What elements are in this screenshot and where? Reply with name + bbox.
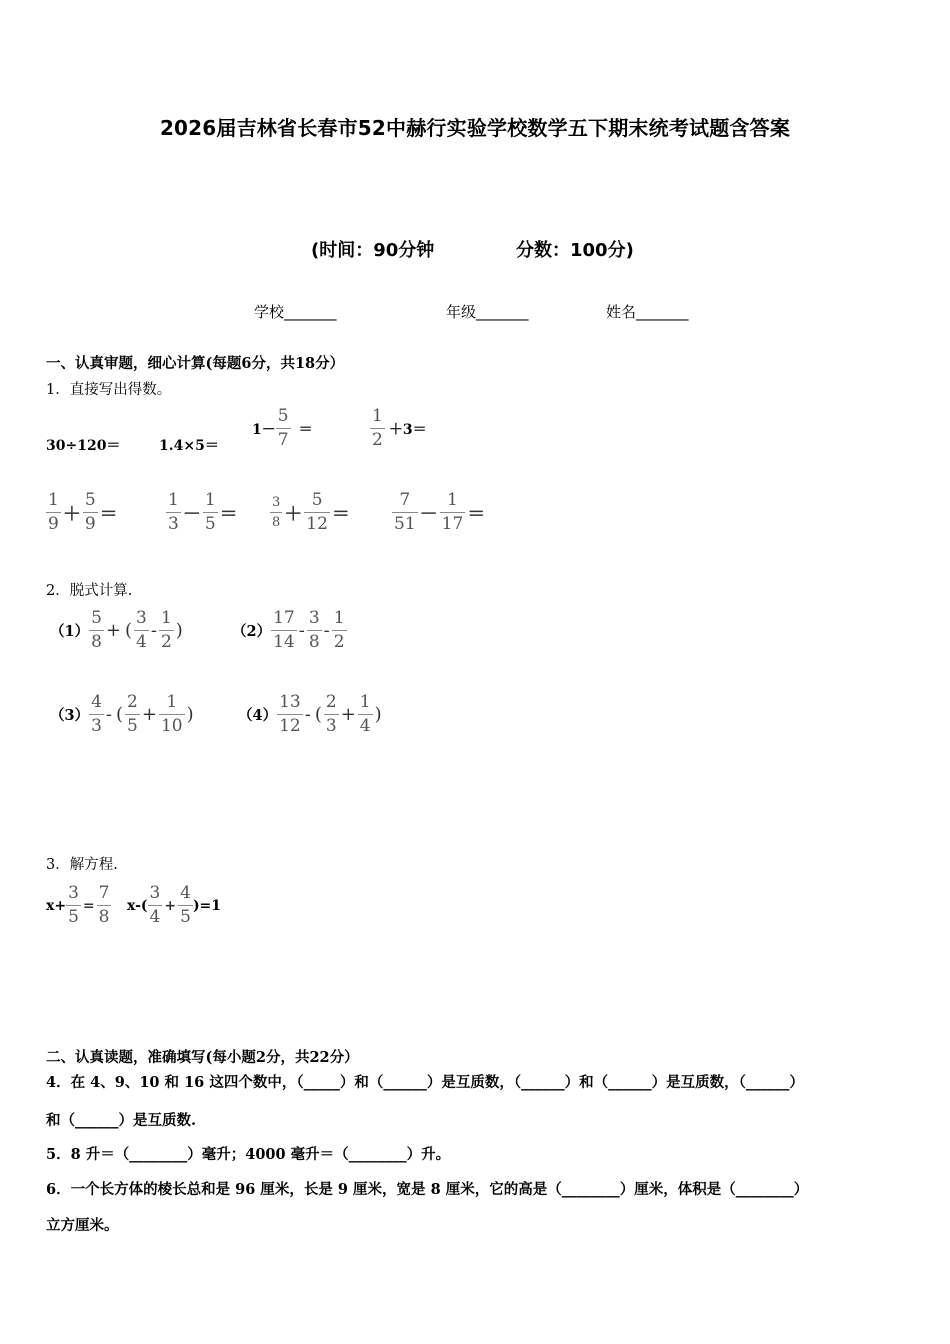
equals: ＝ xyxy=(219,503,238,525)
fraction: $\frac{7}{8}$ xyxy=(98,883,110,927)
exam-time: (时间：90分钟 xyxy=(311,240,435,261)
operator: - xyxy=(323,620,330,641)
calc-item-4 xyxy=(370,408,427,449)
item-number: （2） xyxy=(232,623,272,640)
fraction: $\frac{3}{4}$ xyxy=(136,608,147,652)
expression-4 xyxy=(238,694,384,735)
operator: - xyxy=(304,704,311,725)
question-5: 5．8 升＝（________）毫升；4000 毫升＝（________）升。 xyxy=(46,1146,451,1163)
calc-item-2: 1.4×5＝ xyxy=(159,438,219,454)
fraction: $\frac{1}{2}$ xyxy=(333,608,345,652)
eq-suffix: )=1 xyxy=(192,897,222,914)
fraction: $\frac{5}{8}$ xyxy=(91,608,102,652)
fraction: $\frac{1}{10}$ xyxy=(160,692,183,736)
calc-item-7 xyxy=(270,492,352,533)
operator: + xyxy=(141,704,157,725)
operator: - xyxy=(105,704,113,725)
question-4-line-2: 和（______）是互质数. xyxy=(46,1112,197,1129)
calc-item-6 xyxy=(166,492,240,533)
calc-item-1: 30÷120＝ xyxy=(46,438,121,454)
operator: ＋ xyxy=(62,503,81,525)
operator: ＋ xyxy=(284,503,303,525)
section-1-heading: 一、认真审题，细心计算(每题6分，共18分） xyxy=(46,355,345,372)
fraction: $\frac{2}{3}$ xyxy=(325,692,337,736)
question-4-line-1: 4．在 4、9、10 和 16 这四个数中，（_____）和（______）是互质数，（______）和（______）是互质数，（______） xyxy=(46,1074,804,1091)
fraction: $\frac{4}{5}$ xyxy=(180,883,191,927)
paren: ( xyxy=(116,704,124,725)
fraction: $\frac{7}{51}$ xyxy=(394,490,416,534)
operator: - xyxy=(150,620,157,641)
item-number: （3） xyxy=(50,707,90,724)
equals: ＝ xyxy=(331,503,350,525)
operator: - xyxy=(298,620,305,641)
fraction: $\frac{1}{17}$ xyxy=(441,490,464,534)
expression-1 xyxy=(50,610,185,651)
fraction: $\frac{5}{9}$ xyxy=(84,490,96,534)
fraction: $\frac{1}{3}$ xyxy=(168,490,179,534)
calc-item-8 xyxy=(392,492,487,533)
fraction: $\frac{5}{7}$ xyxy=(277,406,289,450)
page-title: 2026届吉林省长春市52中赫行实验学校数学五下期末统考试题含答案 xyxy=(159,116,791,140)
paren: ( xyxy=(314,704,322,725)
calc-item-5 xyxy=(46,492,120,533)
exam-score: 分数：100分) xyxy=(516,240,634,261)
question-2-label: 2．脱式计算. xyxy=(46,583,133,599)
paren: ) xyxy=(186,704,194,725)
fraction: $\frac{1}{2}$ xyxy=(160,608,172,652)
operator: + xyxy=(164,897,177,914)
fraction: $\frac{3}{8}$ xyxy=(308,608,320,652)
question-6-line-2: 立方厘米。 xyxy=(46,1217,119,1234)
operator: － xyxy=(182,503,201,525)
fraction: $\frac{3}{8}$ xyxy=(272,495,281,530)
fraction: $\frac{5}{12}$ xyxy=(306,490,328,534)
fraction: $\frac{1}{5}$ xyxy=(204,490,216,534)
grade-field[interactable]: 年级_______ xyxy=(446,303,529,321)
section-2-heading: 二、认真读题，准确填写(每小题2分，共22分） xyxy=(46,1049,359,1066)
question-3-label: 3．解方程. xyxy=(46,857,118,873)
operator: + xyxy=(105,620,122,641)
equals: ＝ xyxy=(99,503,118,525)
fraction: $\frac{1}{9}$ xyxy=(48,490,59,534)
item-number: （4） xyxy=(238,707,278,724)
fraction: $\frac{3}{4}$ xyxy=(149,883,161,927)
fraction: $\frac{17}{14}$ xyxy=(273,608,295,652)
fraction: $\frac{3}{5}$ xyxy=(68,883,79,927)
question-6-line-1: 6．一个长方体的棱长总和是 96 厘米，长是 9 厘米，宽是 8 厘米，它的高是（________）厘米，体积是（________） xyxy=(46,1181,809,1198)
calc-suffix: ＋3＝ xyxy=(388,421,427,438)
paren: ( xyxy=(125,620,133,641)
operator: + xyxy=(340,704,356,725)
calc-prefix: 1－ xyxy=(252,421,276,438)
equation-1 xyxy=(46,885,111,926)
school-field[interactable]: 学校_______ xyxy=(254,303,337,321)
paren: ) xyxy=(175,620,183,641)
expression-3 xyxy=(50,694,196,735)
equation-2 xyxy=(127,885,221,926)
paren: ) xyxy=(374,704,382,725)
expression-2 xyxy=(232,610,347,651)
operator: － xyxy=(419,503,438,525)
fraction: $\frac{1}{2}$ xyxy=(372,406,383,450)
equals: = xyxy=(82,897,95,914)
item-number: （1） xyxy=(50,623,90,640)
name-field[interactable]: 姓名_______ xyxy=(606,303,689,321)
fraction: $\frac{2}{5}$ xyxy=(127,692,138,736)
question-1-label: 1．直接写出得数。 xyxy=(46,382,172,398)
fraction: $\frac{4}{3}$ xyxy=(91,692,102,736)
calc-suffix: ＝ xyxy=(298,421,313,438)
fraction: $\frac{13}{12}$ xyxy=(279,692,301,736)
eq-prefix: x+ xyxy=(46,897,67,914)
calc-item-3 xyxy=(252,408,313,449)
equals: ＝ xyxy=(467,503,486,525)
fraction: $\frac{1}{4}$ xyxy=(359,692,371,736)
eq-prefix: x-( xyxy=(127,897,148,914)
